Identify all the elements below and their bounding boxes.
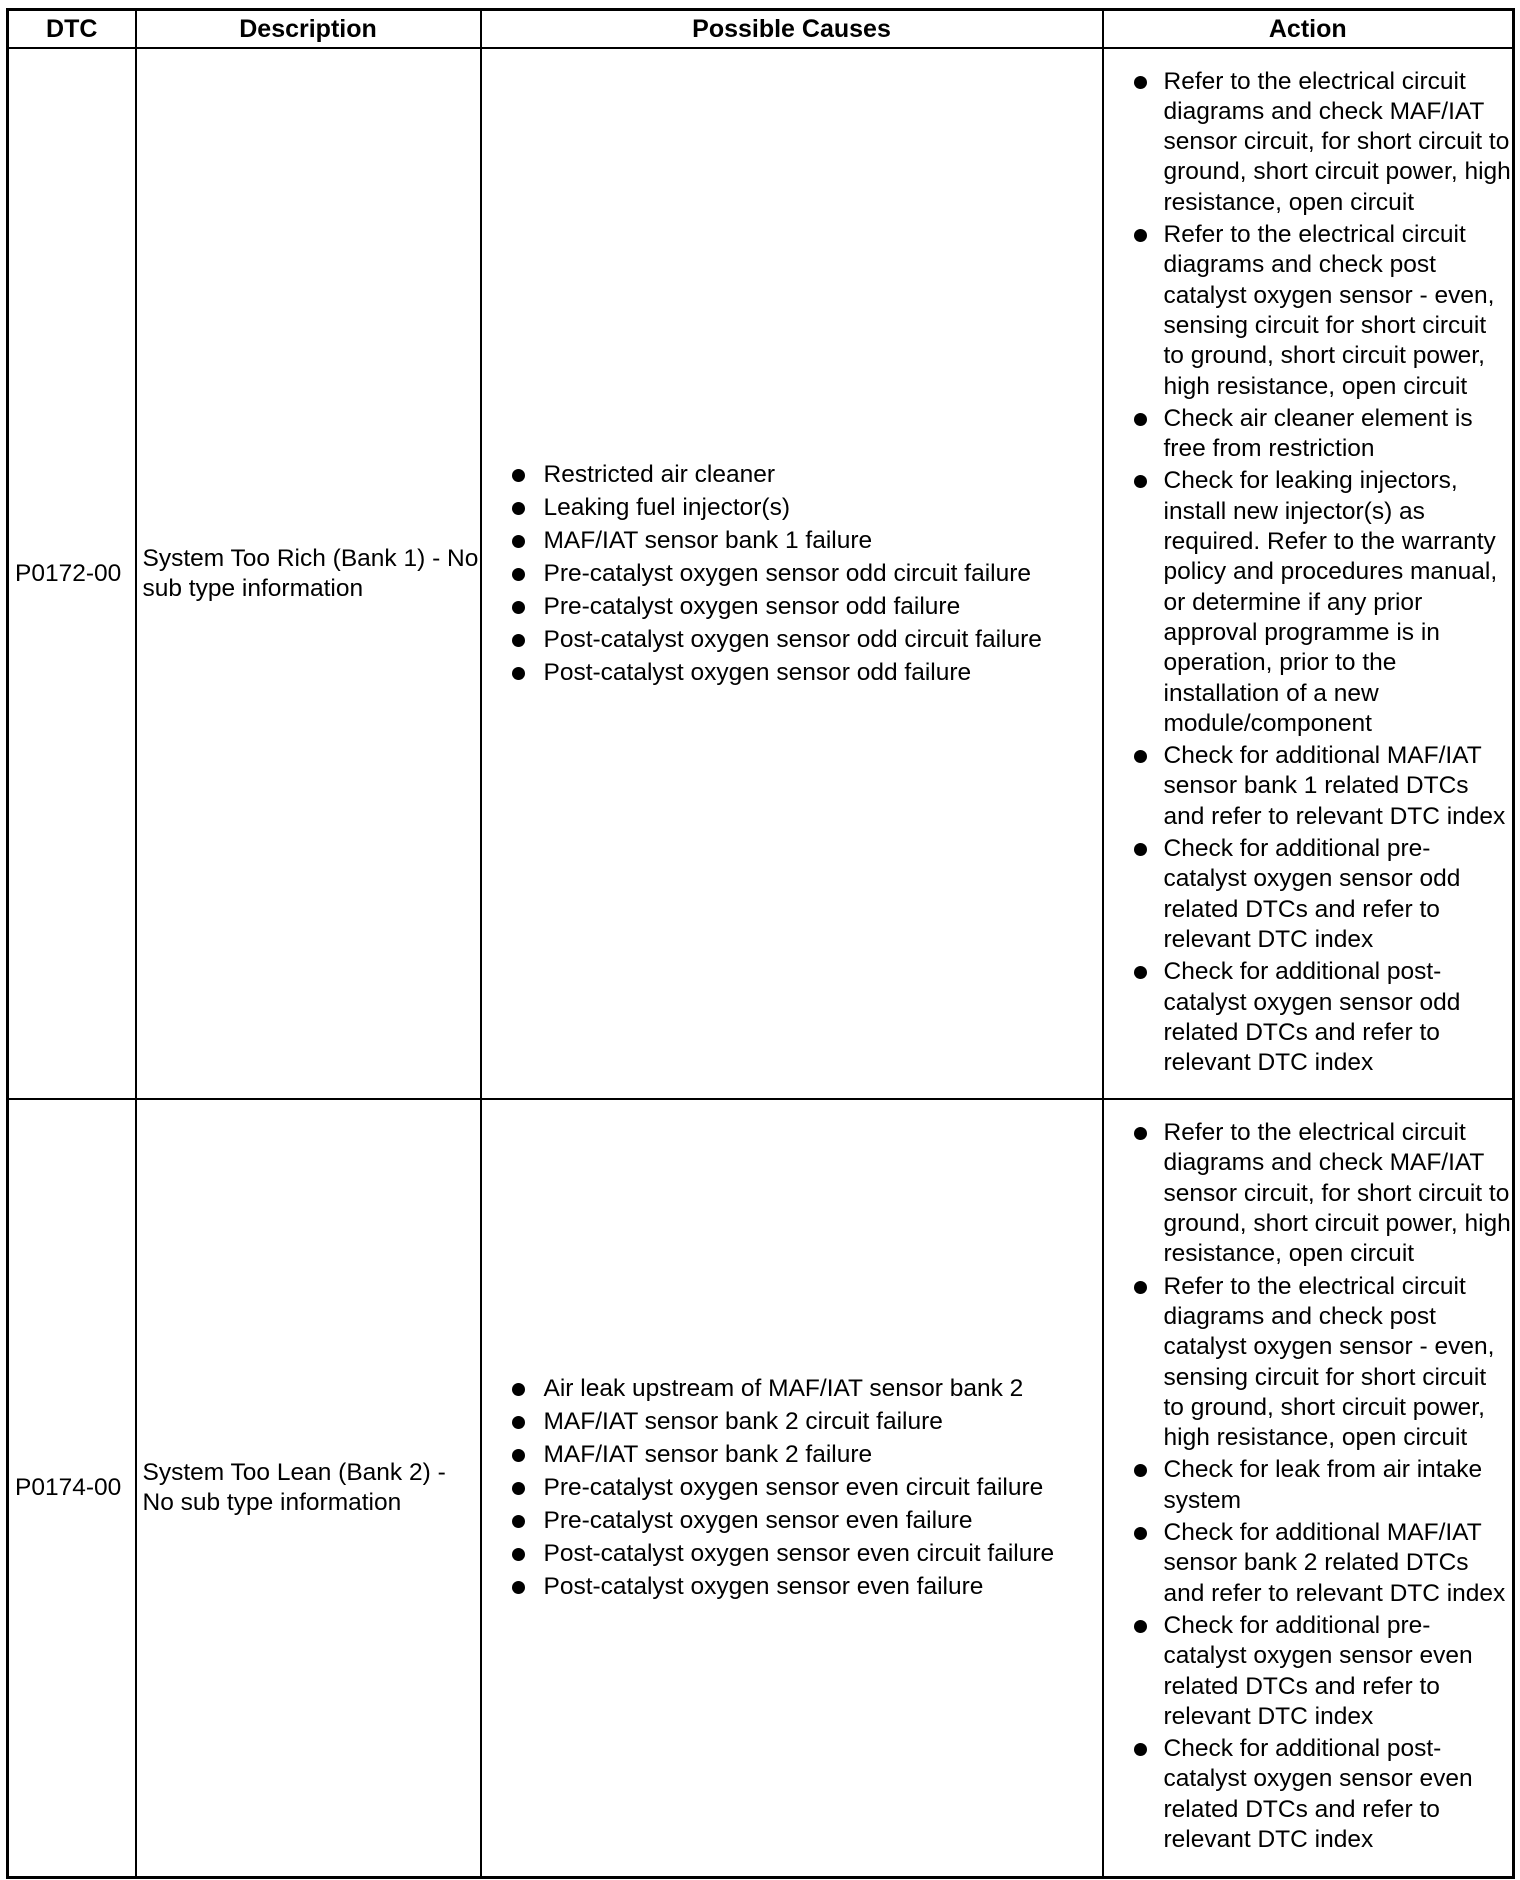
action-item: Refer to the electrical circuit diagrams and check post catalyst oxygen sensor - even, sensing circuit for short circuit to ground, short circuit power, high resistance, open circuit bbox=[1110, 1272, 1513, 1454]
header-action: Action bbox=[1103, 10, 1514, 49]
cause-item: Leaking fuel injector(s) bbox=[488, 491, 1102, 524]
dtc-code: P0174-00 bbox=[8, 1099, 136, 1877]
possible-causes-cell bbox=[481, 1099, 1103, 1877]
table-row bbox=[8, 48, 1514, 1099]
action-item: Check for additional pre-catalyst oxygen sensor even related DTCs and refer to relevant DTC index bbox=[1110, 1611, 1513, 1732]
dtc-code: P0172-00 bbox=[8, 48, 136, 1099]
action-item: Refer to the electrical circuit diagrams and check MAF/IAT sensor circuit, for short circuit to ground, short circuit power, high resistance, open circuit bbox=[1110, 1118, 1513, 1269]
dtc-table bbox=[6, 8, 1515, 1879]
action-item: Check for additional post-catalyst oxygen sensor odd related DTCs and refer to relevant DTC index bbox=[1110, 957, 1513, 1078]
cause-item: Post-catalyst oxygen sensor odd circuit failure bbox=[488, 623, 1102, 656]
action-item: Check for leaking injectors, install new injector(s) as required. Refer to the warranty policy and procedures manual, or determine if any prior approval programme is in operation, prior to the installation of a new module/component bbox=[1110, 466, 1513, 739]
cause-item: Restricted air cleaner bbox=[488, 458, 1102, 491]
header-description: Description bbox=[136, 10, 481, 49]
action-item: Refer to the electrical circuit diagrams and check post catalyst oxygen sensor - even, sensing circuit for short circuit to ground, short circuit power, high resistance, open circuit bbox=[1110, 220, 1513, 402]
action-item: Check air cleaner element is free from restriction bbox=[1110, 404, 1513, 465]
action-item: Check for additional MAF/IAT sensor bank 2 related DTCs and refer to relevant DTC index bbox=[1110, 1518, 1513, 1609]
causes-list bbox=[488, 458, 1102, 689]
cause-item: Pre-catalyst oxygen sensor even circuit failure bbox=[488, 1471, 1102, 1504]
table-header-row bbox=[8, 10, 1514, 49]
dtc-description: System Too Lean (Bank 2) - No sub type information bbox=[136, 1099, 481, 1877]
table-row bbox=[8, 1099, 1514, 1877]
causes-list bbox=[488, 1372, 1102, 1603]
action-item: Check for leak from air intake system bbox=[1110, 1455, 1513, 1516]
cause-item: Pre-catalyst oxygen sensor odd circuit failure bbox=[488, 557, 1102, 590]
cause-item: Pre-catalyst oxygen sensor odd failure bbox=[488, 590, 1102, 623]
action-cell bbox=[1103, 1099, 1514, 1877]
header-dtc: DTC bbox=[8, 10, 136, 49]
dtc-description: System Too Rich (Bank 1) - No sub type information bbox=[136, 48, 481, 1099]
action-item: Refer to the electrical circuit diagrams and check MAF/IAT sensor circuit, for short circuit to ground, short circuit power, high resistance, open circuit bbox=[1110, 67, 1513, 218]
action-item: Check for additional MAF/IAT sensor bank 1 related DTCs and refer to relevant DTC index bbox=[1110, 741, 1513, 832]
action-item: Check for additional post-catalyst oxygen sensor even related DTCs and refer to relevant DTC index bbox=[1110, 1734, 1513, 1855]
cause-item: MAF/IAT sensor bank 1 failure bbox=[488, 524, 1102, 557]
cause-item: Post-catalyst oxygen sensor even circuit failure bbox=[488, 1537, 1102, 1570]
actions-list bbox=[1110, 1118, 1513, 1855]
cause-item: Post-catalyst oxygen sensor even failure bbox=[488, 1570, 1102, 1603]
cause-item: MAF/IAT sensor bank 2 circuit failure bbox=[488, 1405, 1102, 1438]
action-cell bbox=[1103, 48, 1514, 1099]
cause-item: MAF/IAT sensor bank 2 failure bbox=[488, 1438, 1102, 1471]
possible-causes-cell bbox=[481, 48, 1103, 1099]
cause-item: Air leak upstream of MAF/IAT sensor bank 2 bbox=[488, 1372, 1102, 1405]
actions-list bbox=[1110, 67, 1513, 1079]
action-item: Check for additional pre-catalyst oxygen sensor odd related DTCs and refer to relevant DTC index bbox=[1110, 834, 1513, 955]
cause-item: Post-catalyst oxygen sensor odd failure bbox=[488, 656, 1102, 689]
cause-item: Pre-catalyst oxygen sensor even failure bbox=[488, 1504, 1102, 1537]
header-possible-causes: Possible Causes bbox=[481, 10, 1103, 49]
